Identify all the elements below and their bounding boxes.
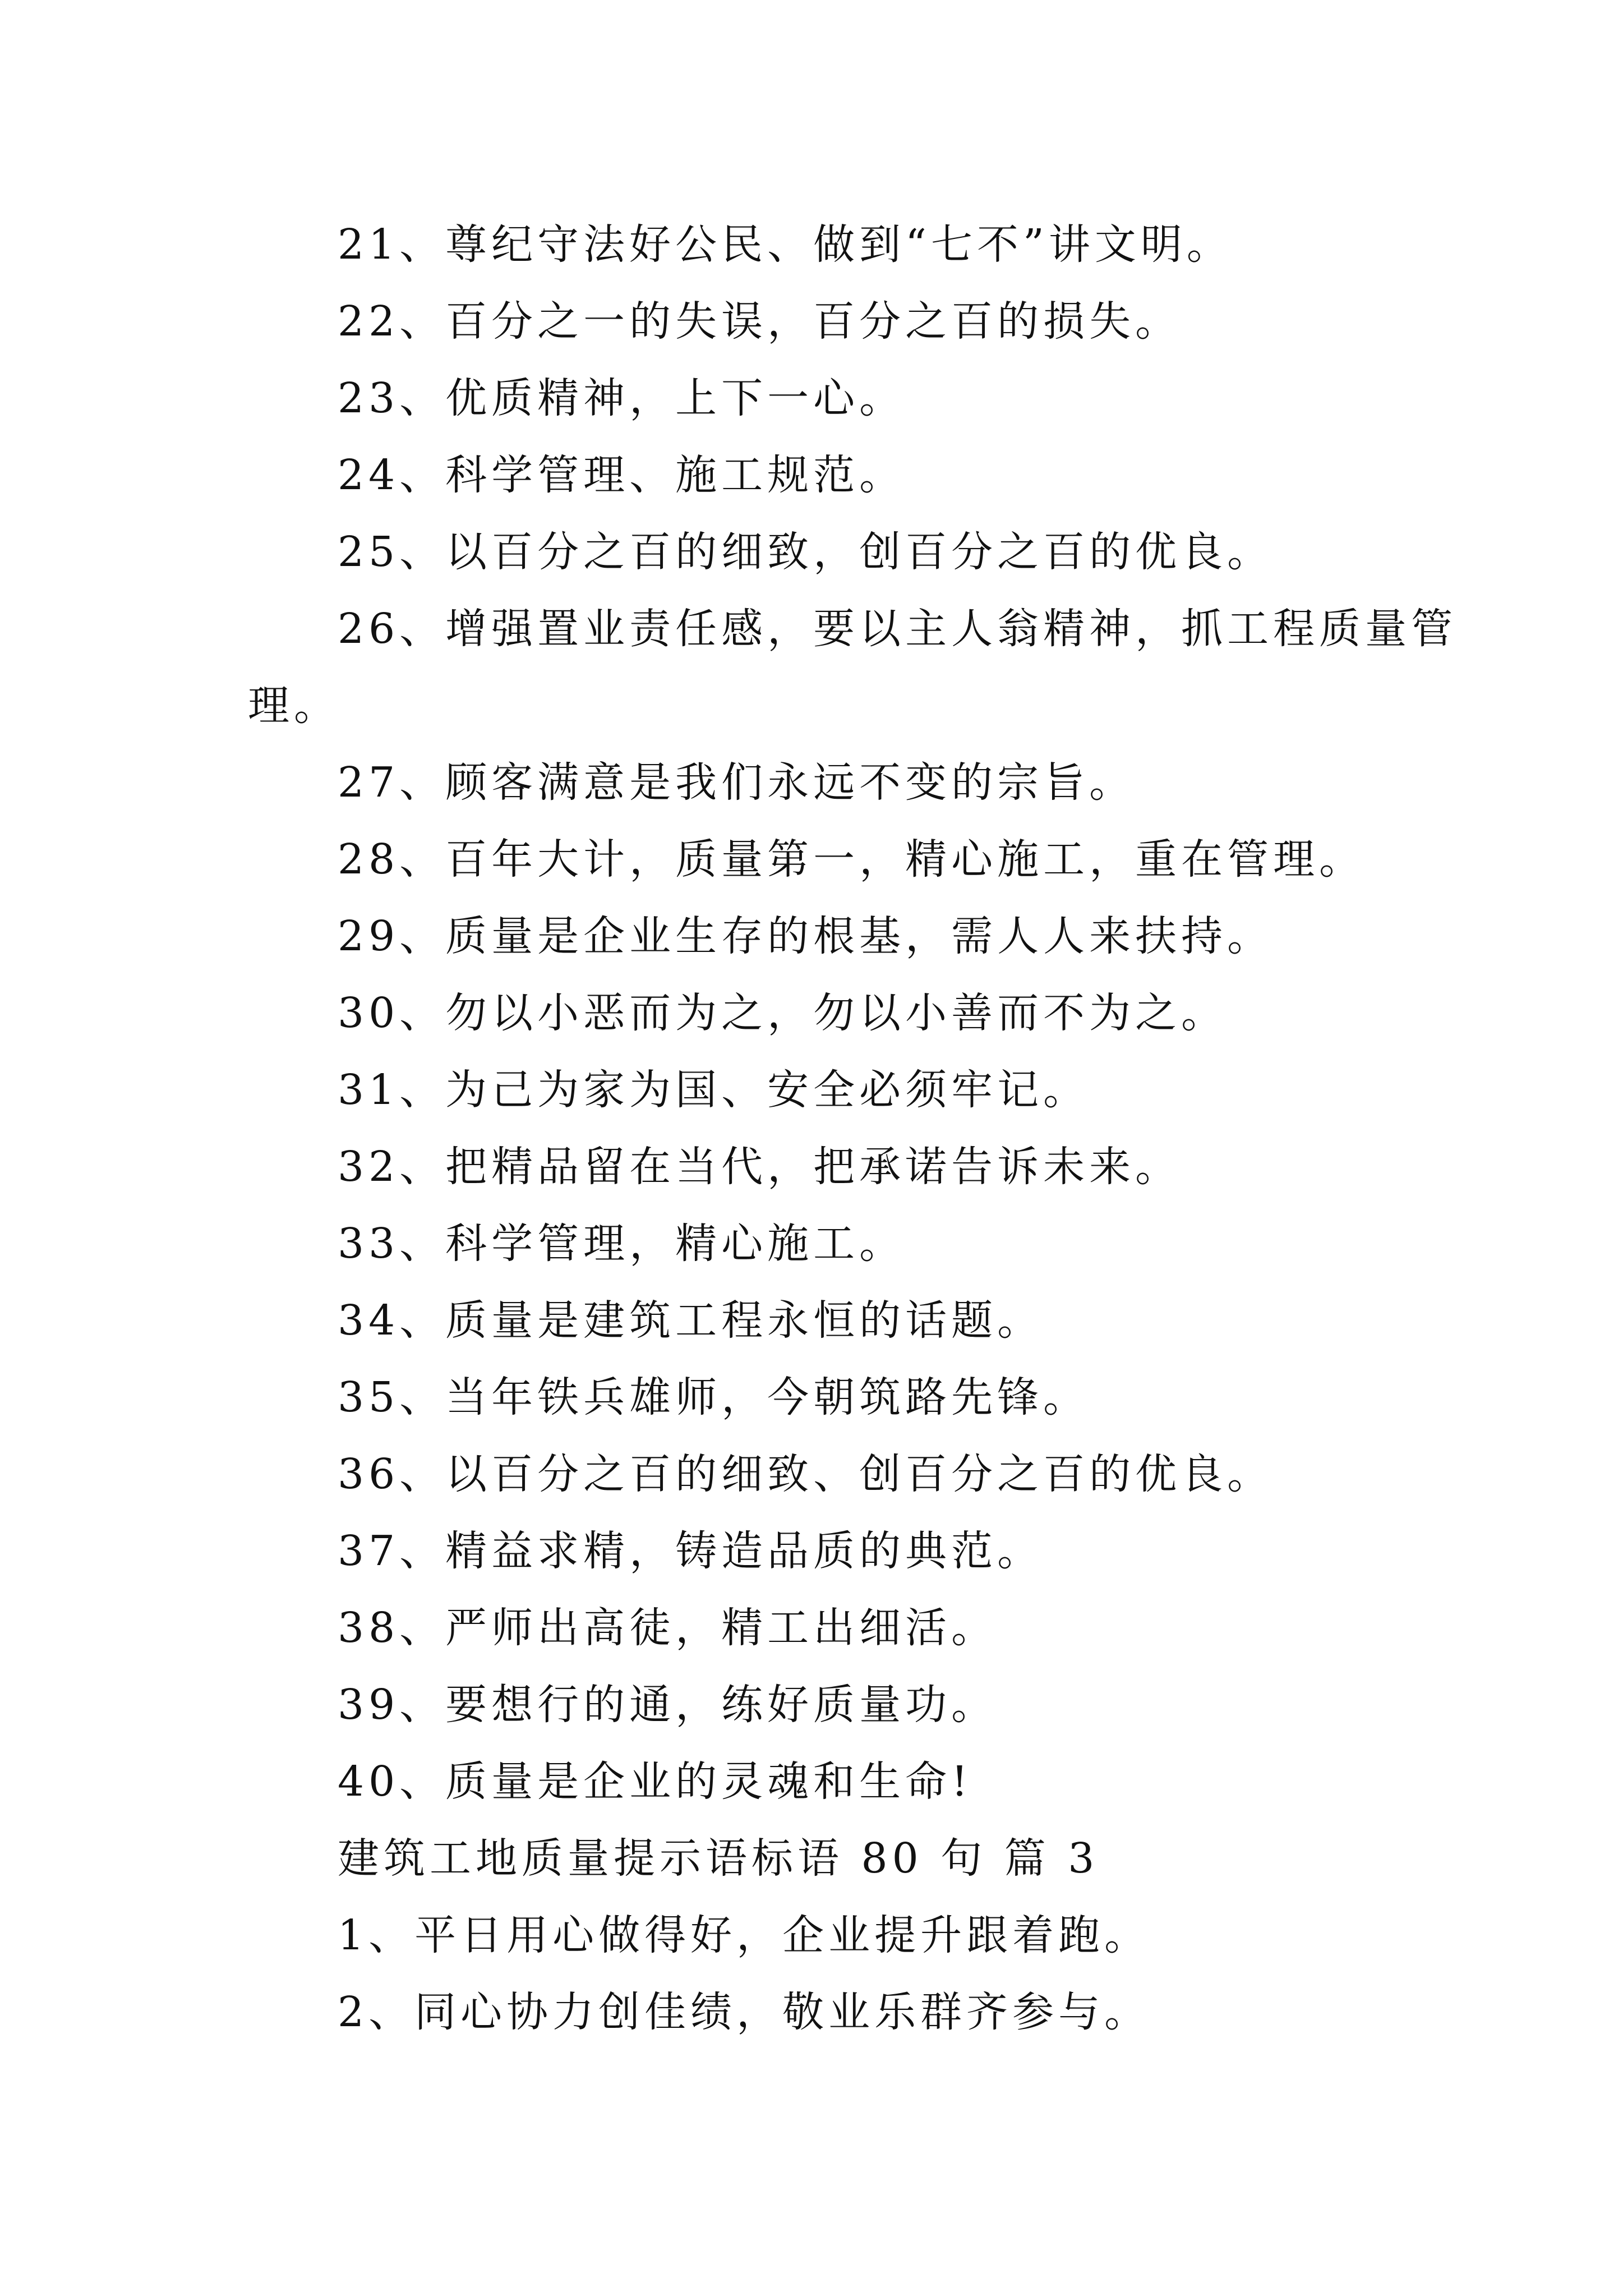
list-item: 33、科学管理，精心施工。 (338, 1220, 906, 1268)
list-item: 23、优质精神，上下一心。 (338, 374, 906, 422)
list-item: 29、质量是企业生存的根基，需人人来扶持。 (338, 912, 1274, 960)
list-item: 26、增强置业责任感，要以主人翁精神，抓工程质量管 (338, 605, 1458, 653)
list-item: 2、同心协力创佳绩，敬业乐群齐参与。 (338, 1988, 1151, 2036)
list-item-continuation: 理。 (248, 682, 340, 730)
section-heading: 建筑工地质量提示语标语 80 句 篇 3 (338, 1834, 1099, 1883)
list-item: 40、质量是企业的灵魂和生命! (338, 1757, 972, 1806)
list-item: 24、科学管理、施工规范。 (338, 451, 906, 499)
list-item: 21、尊纪守法好公民、做到“七不”讲文明。 (338, 220, 1233, 269)
list-item: 28、百年大计，质量第一，精心施工，重在管理。 (338, 835, 1366, 884)
list-item: 25、以百分之百的细致，创百分之百的优良。 (338, 528, 1274, 576)
list-item: 32、把精品留在当代，把承诺告诉未来。 (338, 1143, 1182, 1191)
list-item: 36、以百分之百的细致、创百分之百的优良。 (338, 1450, 1274, 1498)
document-body (248, 206, 1458, 2051)
list-item: 31、为己为家为国、安全必须牢记。 (338, 1066, 1090, 1114)
list-item: 27、顾客满意是我们永远不变的宗旨。 (338, 758, 1136, 807)
list-item: 30、勿以小恶而为之，勿以小善而不为之。 (338, 989, 1228, 1037)
list-item: 39、要想行的通，练好质量功。 (338, 1681, 998, 1729)
list-item: 34、质量是建筑工程永恒的话题。 (338, 1296, 1044, 1345)
list-item: 38、严师出高徒，精工出细活。 (338, 1604, 998, 1652)
list-item: 37、精益求精，铸造品质的典范。 (338, 1527, 1044, 1575)
list-item: 22、百分之一的失误，百分之百的损失。 (338, 297, 1182, 346)
list-item: 35、当年铁兵雄师，今朝筑路先锋。 (338, 1373, 1090, 1421)
list-item: 1、平日用心做得好，企业提升跟着跑。 (338, 1911, 1151, 1959)
